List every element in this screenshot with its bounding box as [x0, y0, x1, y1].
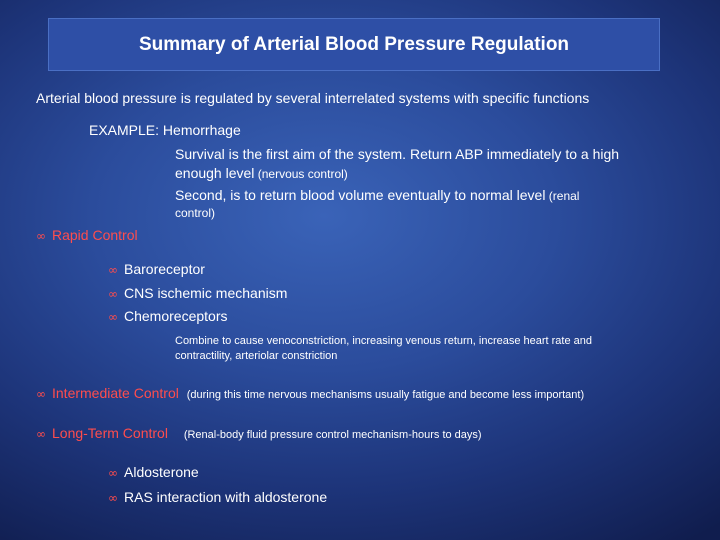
rapid-item-cns	[108, 286, 287, 300]
rapid-item-label: Baroreceptor	[124, 261, 205, 277]
rapid-item-label: CNS ischemic mechanism	[124, 285, 288, 301]
example-line-3	[175, 188, 579, 202]
page-title: Summary of Arterial Blood Pressure Regulation	[138, 33, 570, 55]
rapid-control-label: Rapid Control	[52, 227, 138, 243]
infinity-bullet-icon: ∞	[108, 263, 118, 277]
longterm-item-label: RAS interaction with aldosterone	[124, 489, 328, 505]
rapid-item-chemoreceptors	[108, 309, 228, 323]
infinity-bullet-icon: ∞	[108, 466, 118, 480]
example-line-1: Survival is the first aim of the system. Return ABP immediately to a high	[175, 146, 620, 162]
rapid-item-label: Chemoreceptors	[124, 308, 228, 324]
example-line-2-paren: (nervous control)	[254, 167, 348, 181]
intermediate-control-label: Intermediate Control	[52, 385, 179, 401]
rapid-control-heading	[36, 228, 138, 242]
example-line-4: control)	[175, 206, 216, 220]
rapid-item-baroreceptor	[108, 262, 205, 276]
example-line-3-paren: (renal	[545, 189, 580, 203]
longterm-item-aldosterone	[108, 465, 199, 479]
infinity-bullet-icon: ∞	[36, 427, 46, 441]
rapid-note-line-2: contractility, arteriolar constriction	[175, 350, 338, 362]
example-line-3-main: Second, is to return blood volume eventually to normal level	[175, 187, 546, 203]
rapid-note-line-1: Combine to cause venoconstriction, increasing venous return, increase heart rate and	[175, 335, 593, 347]
longterm-control-label: Long-Term Control	[52, 425, 168, 441]
intermediate-control-heading	[36, 386, 584, 401]
infinity-bullet-icon: ∞	[36, 229, 46, 243]
longterm-control-note: (Renal-body fluid pressure control mechanism-hours to days)	[183, 429, 482, 441]
intermediate-control-note: (during this time nervous mechanisms usually fatigue and become less important)	[186, 389, 585, 401]
longterm-control-heading	[36, 426, 482, 441]
example-line-2-main: enough level	[175, 165, 255, 181]
infinity-bullet-icon: ∞	[108, 491, 118, 505]
intro-text: Arterial blood pressure is regulated by several interrelated systems with specific functions	[36, 90, 590, 106]
longterm-item-label: Aldosterone	[124, 464, 199, 480]
longterm-item-ras	[108, 490, 327, 504]
title-box	[48, 18, 660, 71]
infinity-bullet-icon: ∞	[108, 287, 118, 301]
example-line-2	[175, 166, 348, 180]
infinity-bullet-icon: ∞	[36, 387, 46, 401]
infinity-bullet-icon: ∞	[108, 310, 118, 324]
example-heading: EXAMPLE: Hemorrhage	[89, 122, 241, 138]
